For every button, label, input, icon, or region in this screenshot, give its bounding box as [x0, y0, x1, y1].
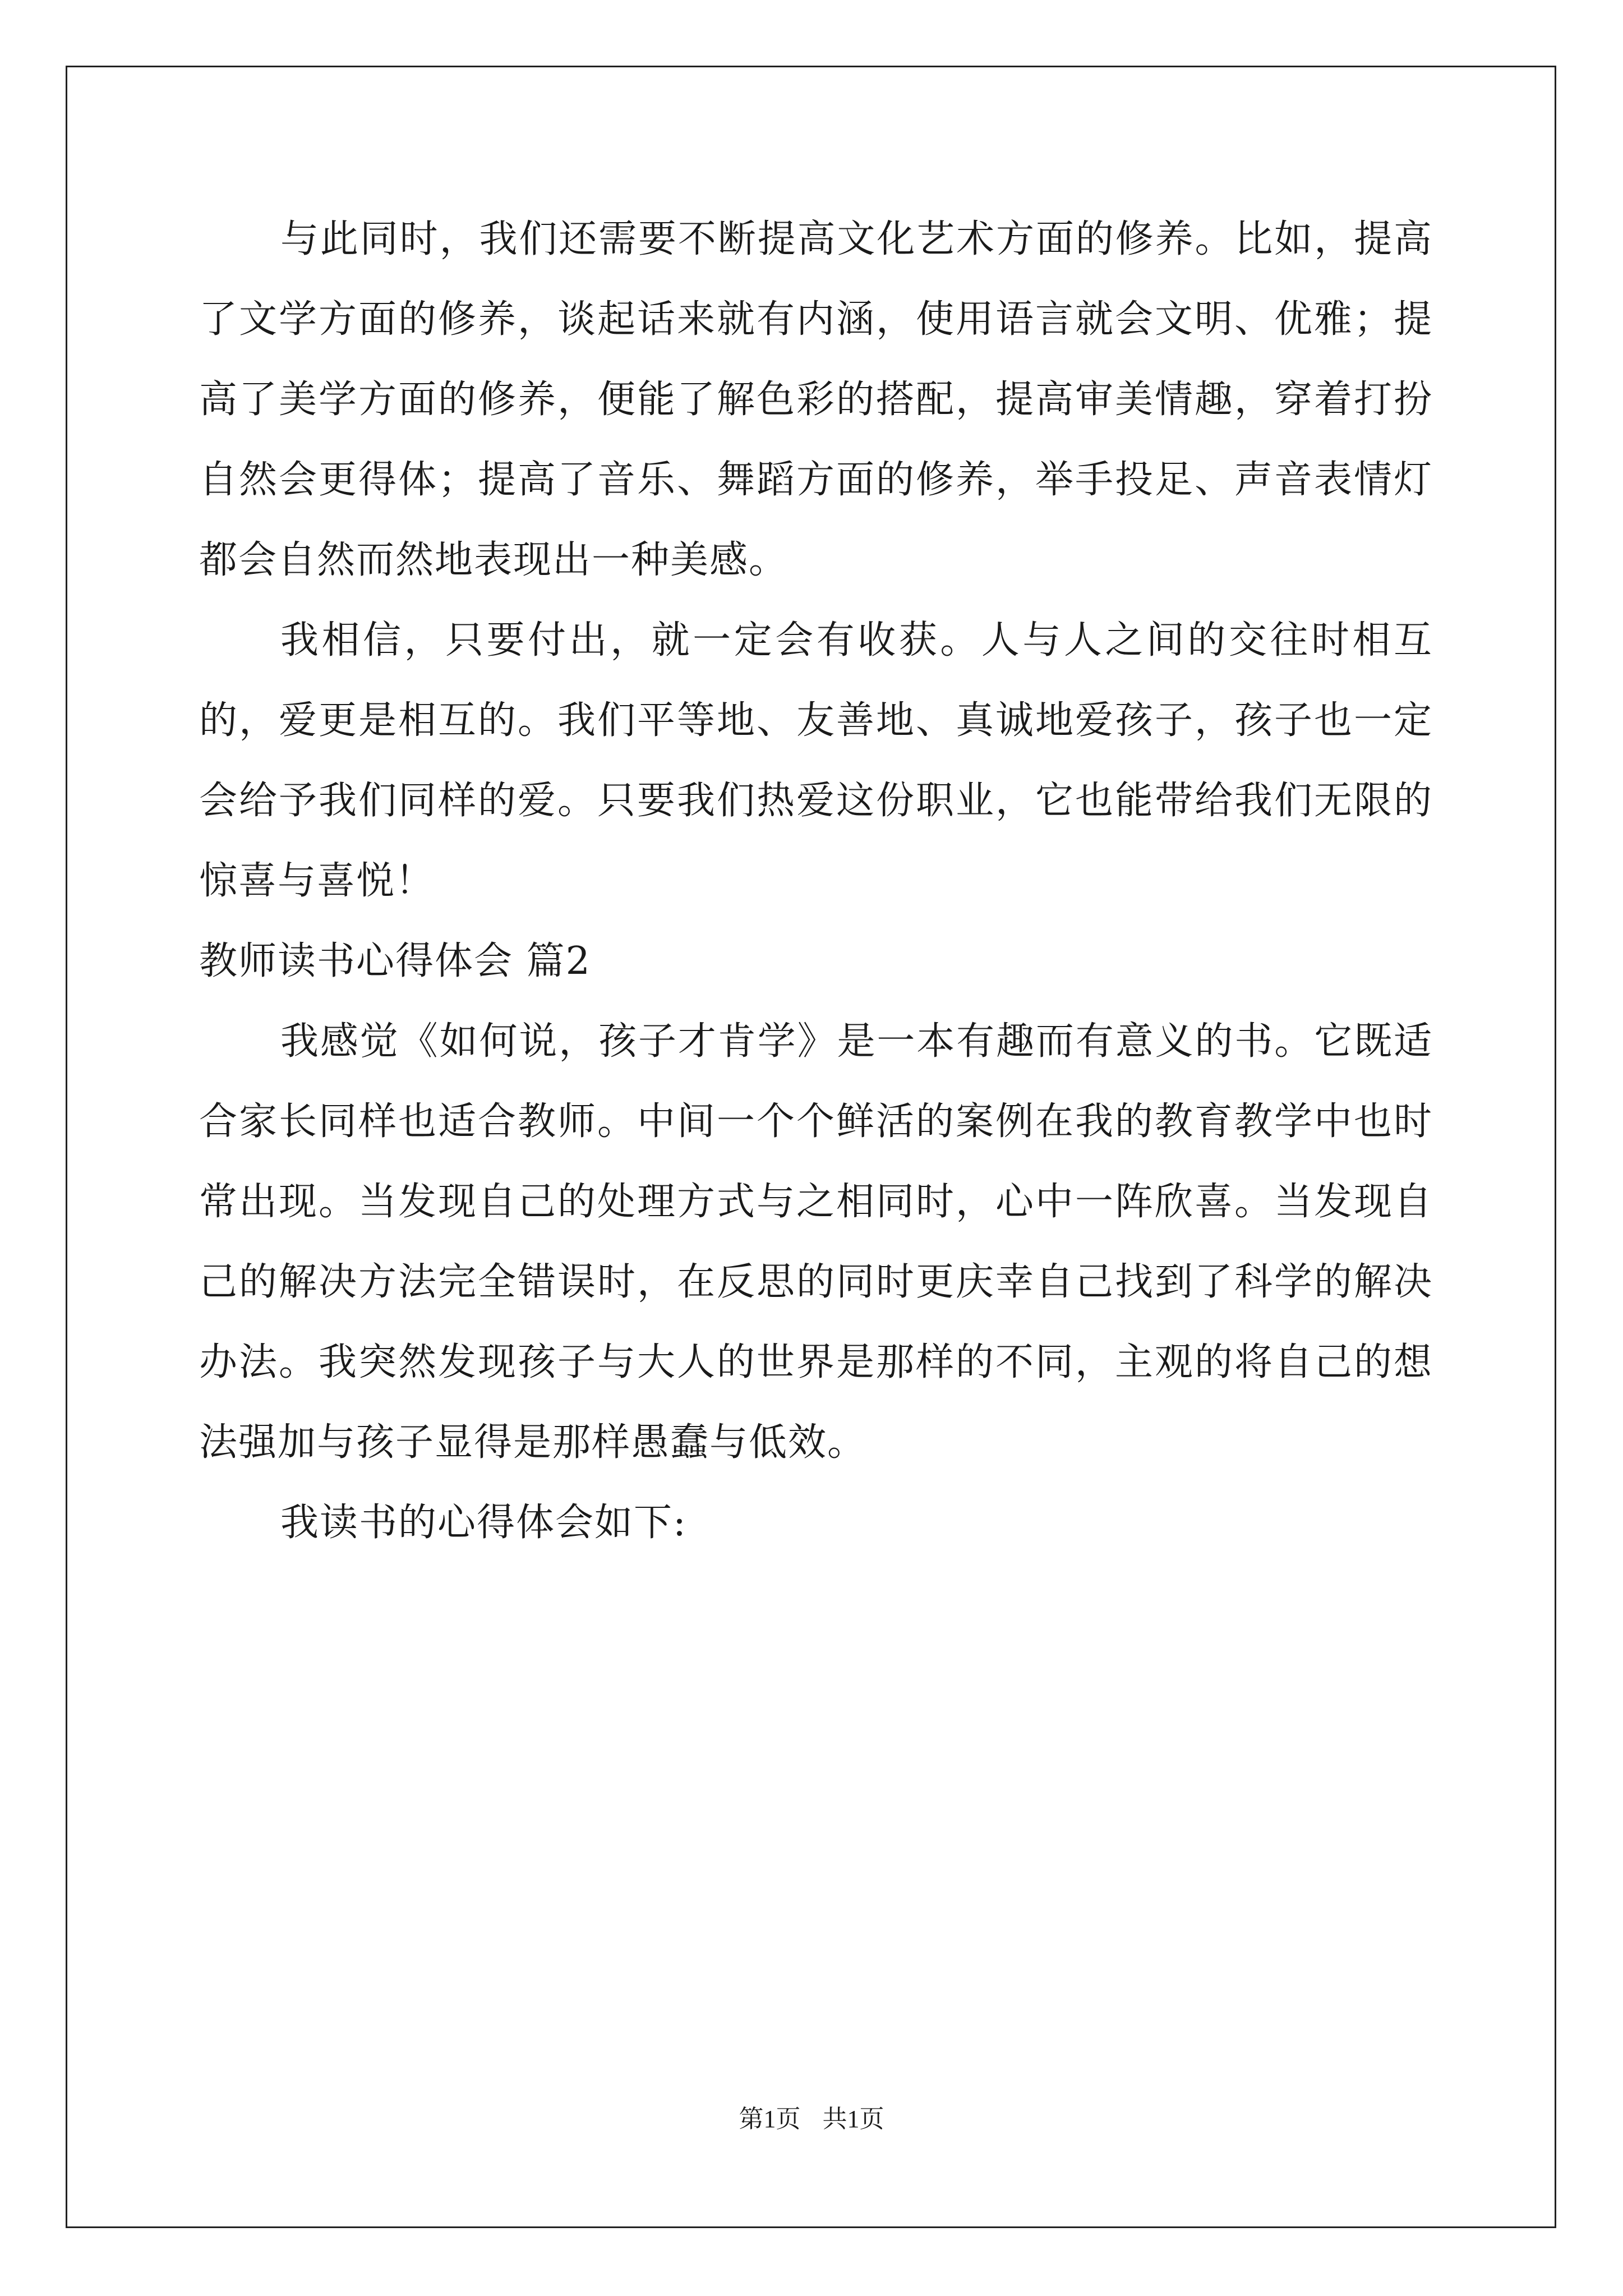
page-number-total: 共1页 [822, 2105, 884, 2133]
paragraph-culture-arts: 与此同时，我们还需要不断提高文化艺术方面的修养。比如，提高了文学方面的修养，谈起话来就有内涵，使用语言就会文明、优雅；提高了美学方面的修养，便能了解色彩的搭配，提高审美情趣，穿着打扮自然会更得体；提高了音乐、舞蹈方面的修养，举手投足、声音表情灯都会自然而然地表现出一种美感。 [199, 217, 1433, 582]
paragraph-reading-insights: 我读书的心得体会如下: [280, 1501, 687, 1545]
page-footer [0, 2102, 1623, 2136]
paragraph-love-mutual: 我相信，只要付出，就一定会有收获。人与人之间的交往时相互的，爱更是相互的。我们平等地、友善地、真诚地爱孩子，孩子也一定会给予我们同样的爱。只要我们热爱这份职业，它也能带给我们无限的惊喜与喜悦！ [199, 618, 1433, 903]
paragraph-book-review: 我感觉《如何说，孩子才肯学》是一本有趣而有意义的书。它既适合家长同样也适合教师。中间一个个鲜活的案例在我的教育教学中也时常出现。当发现自己的处理方式与之相同时，心中一阵欣喜。当发现自己的解决方法完全错误时，在反思的同时更庆幸自己找到了科学的解决办法。我突然发现孩子与大人的世界是那样的不同，主观的将自己的想法强加与孩子显得是那样愚蠢与低效。 [199, 1019, 1433, 1465]
document-body [199, 199, 1433, 1563]
page-number-current: 第1页 [739, 2105, 801, 2133]
section-heading: 教师读书心得体会 篇2 [199, 939, 591, 983]
